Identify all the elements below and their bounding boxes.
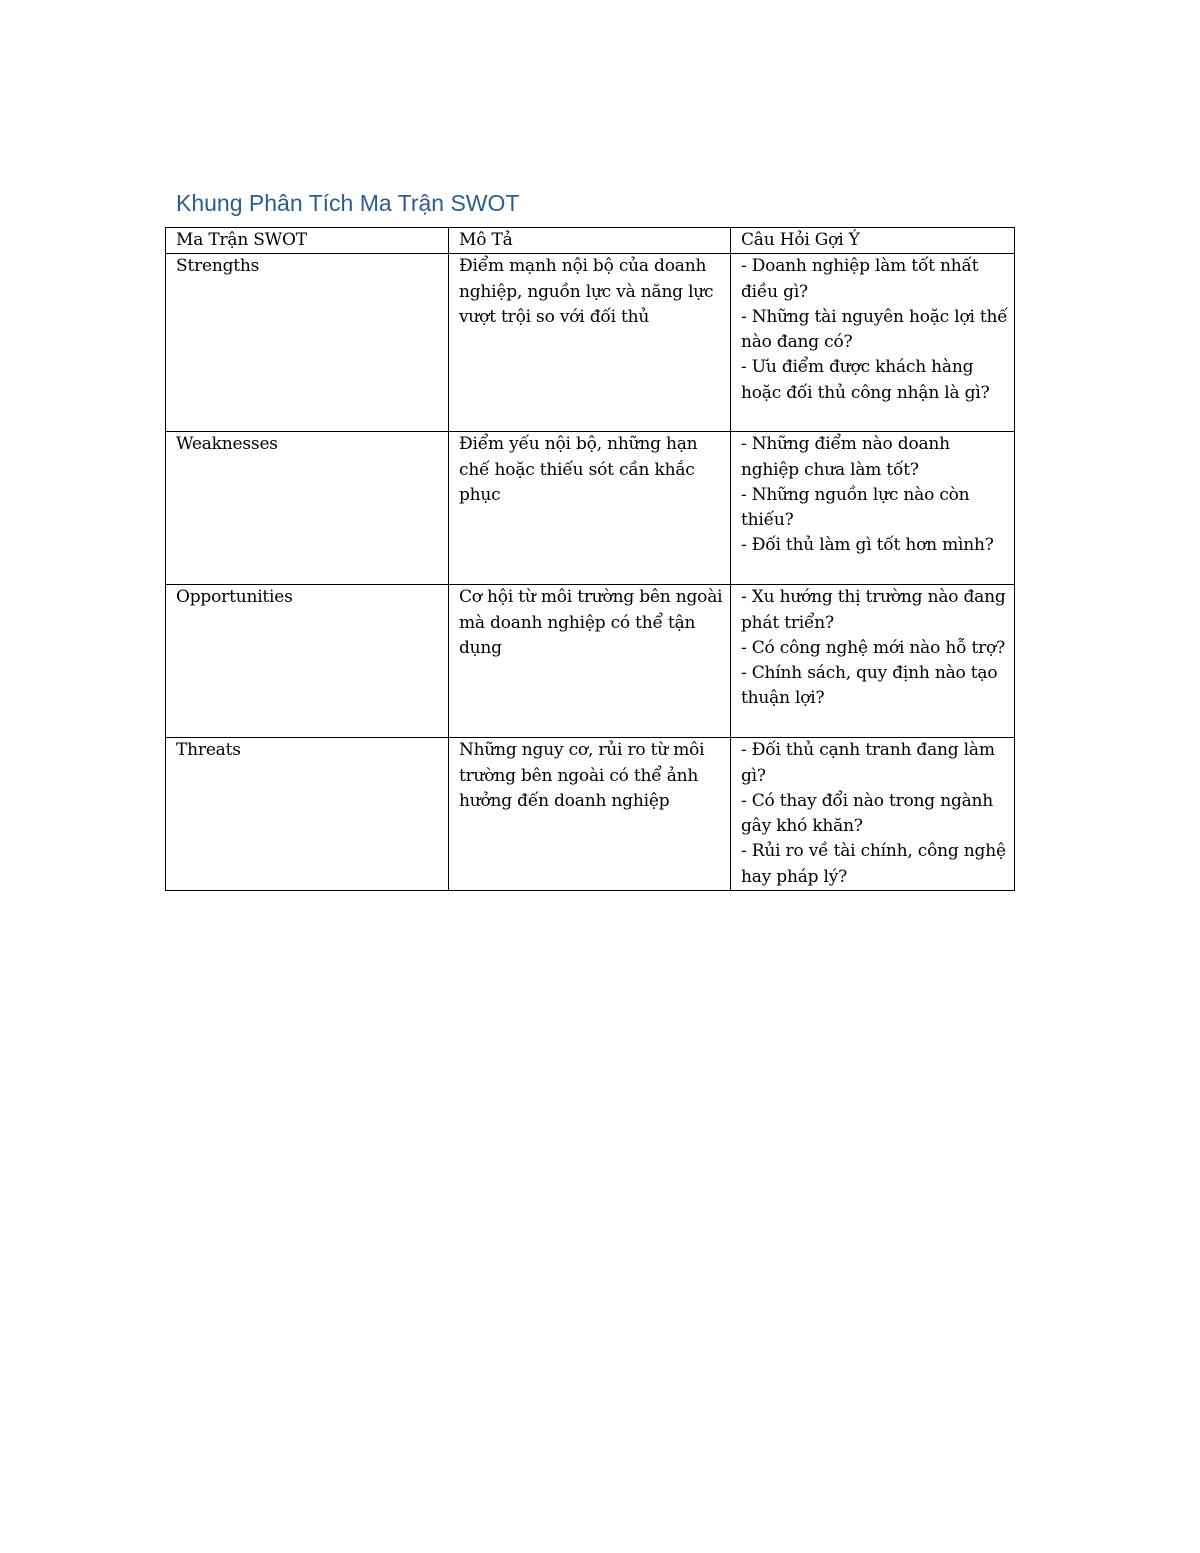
question-line: - Xu hướng thị trường nào đang phát triển? xyxy=(741,587,1006,633)
table-row xyxy=(166,738,1015,891)
question-line: - Những nguồn lực nào còn thiếu? xyxy=(741,484,970,531)
question-line: - Ưu điểm được khách hàng hoặc đối thủ công nhận là gì? xyxy=(741,357,990,403)
category-cell: Strengths xyxy=(166,254,449,432)
swot-table xyxy=(165,227,1015,891)
description-cell: Điểm yếu nội bộ, những hạn chế hoặc thiếu sót cần khắc phục xyxy=(449,432,731,585)
questions-cell xyxy=(731,432,1015,585)
description-cell: Những nguy cơ, rủi ro từ môi trường bên ngoài có thể ảnh hưởng đến doanh nghiệp xyxy=(449,738,731,891)
question-line: - Doanh nghiệp làm tốt nhất điều gì? xyxy=(741,256,979,302)
header-cell-description: Mô Tả xyxy=(449,228,731,254)
table-row xyxy=(166,254,1015,432)
header-cell-swot: Ma Trận SWOT xyxy=(166,228,449,254)
table-header-row xyxy=(166,228,1015,254)
header-cell-questions: Câu Hỏi Gợi Ý xyxy=(731,228,1015,254)
question-line: - Đối thủ làm gì tốt hơn mình? xyxy=(741,535,994,556)
question-line: - Chính sách, quy định nào tạo thuận lợi? xyxy=(741,663,998,709)
category-cell: Threats xyxy=(166,738,449,891)
table-row xyxy=(166,432,1015,585)
questions-cell xyxy=(731,738,1015,891)
questions-cell xyxy=(731,585,1015,738)
question-line: - Đối thủ cạnh tranh đang làm gì? xyxy=(741,740,995,786)
description-cell: Điểm mạnh nội bộ của doanh nghiệp, nguồn lực và năng lực vượt trội so với đối thủ xyxy=(449,254,731,432)
page-title: Khung Phân Tích Ma Trận SWOT xyxy=(176,190,520,216)
questions-cell xyxy=(731,254,1015,432)
question-line: - Những điểm nào doanh nghiệp chưa làm tốt? xyxy=(741,434,950,480)
description-cell: Cơ hội từ môi trường bên ngoài mà doanh nghiệp có thể tận dụng xyxy=(449,585,731,738)
question-line: - Rủi ro về tài chính, công nghệ hay pháp lý? xyxy=(741,841,1006,887)
category-cell: Opportunities xyxy=(166,585,449,738)
question-line: - Có công nghệ mới nào hỗ trợ? xyxy=(741,637,1006,658)
category-cell: Weaknesses xyxy=(166,432,449,585)
question-line: - Có thay đổi nào trong ngành gây khó khăn? xyxy=(741,790,994,837)
question-line: - Những tài nguyên hoặc lợi thế nào đang có? xyxy=(741,306,1008,353)
table-row xyxy=(166,585,1015,738)
